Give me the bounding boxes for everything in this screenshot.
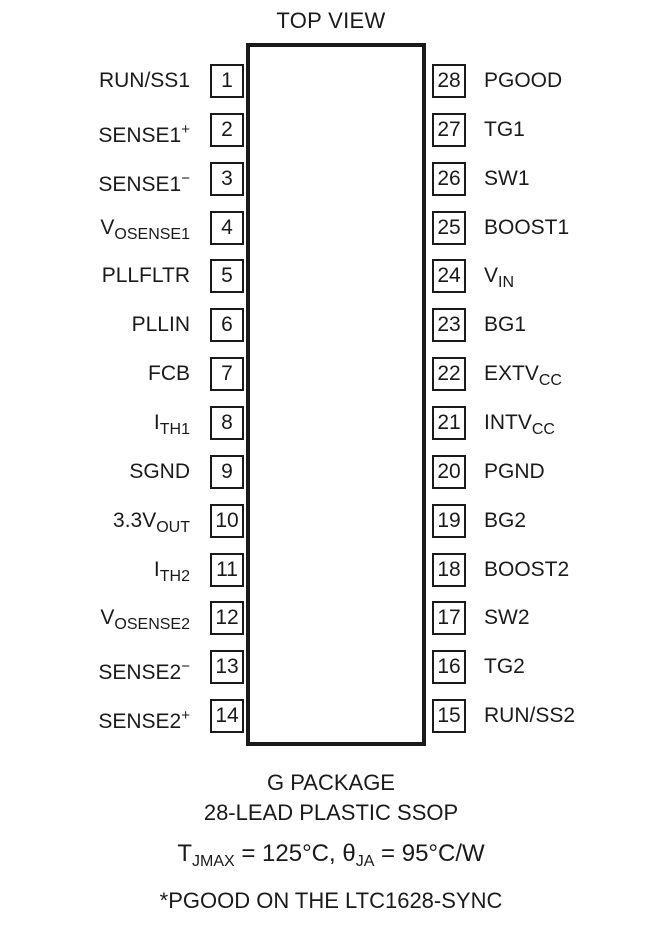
- pin-19-number: 19: [432, 504, 466, 538]
- pin-26-number: 26: [432, 162, 466, 196]
- pin-25-number: 25: [432, 211, 466, 245]
- pin-21-label: [484, 408, 555, 445]
- theta-subscript: JA: [355, 853, 375, 870]
- pin-5-label: [102, 261, 190, 291]
- theta-symbol: θ: [342, 840, 356, 867]
- pin-name: V: [484, 264, 499, 288]
- pin-19-label: [484, 506, 526, 536]
- pin-name: PLLIN: [131, 313, 190, 337]
- pin-name: BG1: [484, 313, 527, 337]
- pin-name-subscript: TH2: [159, 567, 190, 585]
- pin-11-number: 11: [210, 553, 244, 587]
- pin-name-subscript: TH1: [159, 420, 190, 438]
- pin-name: PLLFLTR: [101, 264, 190, 288]
- pin-name-subscript: IN: [498, 274, 515, 292]
- pin-name-subscript: CC: [538, 372, 562, 390]
- pin-18-number: 18: [432, 553, 466, 587]
- pin-16-number: 16: [432, 650, 466, 684]
- pin-name: I: [153, 557, 160, 581]
- theta-value: = 95°C/W: [374, 840, 485, 867]
- pin-name: TG1: [484, 117, 525, 141]
- pin-7-number: 7: [210, 357, 244, 391]
- pin-9-label: [129, 457, 190, 487]
- pin-17-number: 17: [432, 601, 466, 635]
- pin-name-superscript: −: [181, 169, 190, 187]
- pin-15-number: 15: [432, 699, 466, 733]
- pin-name: I: [153, 410, 160, 434]
- pin-25-label: [484, 213, 569, 243]
- pin-name: SENSE2: [98, 661, 182, 685]
- pin-27-number: 27: [432, 113, 466, 147]
- pin-20-number: 20: [432, 455, 466, 489]
- pin-21-number: 21: [432, 406, 466, 440]
- pin-10-label: [113, 506, 190, 543]
- pin-2-number: 2: [210, 113, 244, 147]
- pin-13-label: [98, 652, 190, 688]
- pin-15-label: [484, 701, 575, 731]
- pin-6-number: 6: [210, 308, 244, 342]
- pin-22-label: [484, 359, 562, 396]
- pin-7-label: [148, 359, 190, 389]
- pin-name: V: [100, 606, 115, 630]
- pin-name: SENSE2: [98, 710, 182, 734]
- pin-14-number: 14: [210, 699, 244, 733]
- pin-name-subscript: OUT: [156, 518, 190, 536]
- pin-22-number: 22: [432, 357, 466, 391]
- pin-5-number: 5: [210, 259, 244, 293]
- pin-16-label: [484, 652, 525, 682]
- pin-28-number: 28: [432, 64, 466, 98]
- pin-24-number: 24: [432, 259, 466, 293]
- pin-name: BOOST2: [484, 557, 570, 581]
- ic-package-body: [246, 43, 426, 746]
- pin-17-label: [484, 603, 530, 633]
- tjmax-symbol: T: [177, 840, 192, 867]
- pin-2-label: [98, 115, 190, 151]
- pin-name: PGND: [484, 459, 545, 483]
- footnote: *PGOOD ON THE LTC1628-SYNC: [159, 888, 503, 913]
- pin-name: TG2: [484, 655, 525, 679]
- pin-23-label: [484, 310, 526, 340]
- pin-name-subscript: OSENSE2: [114, 616, 190, 634]
- pin-name-superscript: −: [181, 658, 190, 676]
- pin-name: PGOOD: [484, 69, 563, 92]
- pin-18-label: [484, 555, 569, 585]
- pin-4-label: [100, 213, 190, 250]
- pin-name: SGND: [129, 459, 190, 483]
- pin-27-label: [484, 115, 525, 145]
- pin-name-superscript: +: [181, 707, 190, 725]
- pin-name: RUN/SS2: [484, 704, 576, 728]
- pin-name-subscript: CC: [531, 420, 555, 438]
- pin-14-label: [98, 701, 190, 737]
- package-name: G PACKAGE: [267, 770, 395, 795]
- pin-23-number: 23: [432, 308, 466, 342]
- pin-1-label: [99, 66, 190, 96]
- pin-1-number: 1: [210, 64, 244, 98]
- pin-9-number: 9: [210, 455, 244, 489]
- pin-10-number: 10: [210, 504, 244, 538]
- pin-4-number: 4: [210, 211, 244, 245]
- pin-24-label: [484, 261, 514, 298]
- pin-name: V: [100, 215, 115, 239]
- pin-name: BOOST1: [484, 215, 570, 239]
- tjmax-value: = 125°C,: [234, 840, 343, 867]
- tjmax-subscript: JMAX: [192, 853, 235, 870]
- pin-12-label: [100, 603, 190, 640]
- thermal-specs: [0, 840, 662, 871]
- pin-28-label: [484, 66, 562, 96]
- pin-name: SENSE1: [98, 123, 182, 147]
- pin-name: 3.3V: [113, 508, 157, 532]
- pin-20-label: [484, 457, 545, 487]
- pin-26-label: [484, 164, 530, 194]
- top-view-title: TOP VIEW: [276, 8, 386, 33]
- pin-name-subscript: OSENSE1: [114, 225, 190, 243]
- pin-name: FCB: [148, 362, 190, 386]
- pin-6-label: [132, 310, 190, 340]
- pin-name: INTV: [484, 410, 532, 434]
- pin-name: EXTV: [484, 362, 539, 386]
- pin-name: RUN/SS1: [98, 69, 190, 92]
- pin-name: SW1: [484, 166, 530, 190]
- pin-11-label: [154, 555, 190, 592]
- pin-3-number: 3: [210, 162, 244, 196]
- pin-3-label: [98, 164, 190, 200]
- pin-name: BG2: [484, 508, 527, 532]
- pin-13-number: 13: [210, 650, 244, 684]
- package-description: 28-LEAD PLASTIC SSOP: [203, 800, 459, 825]
- pin-8-label: [154, 408, 190, 445]
- pin-12-number: 12: [210, 601, 244, 635]
- pin-8-number: 8: [210, 406, 244, 440]
- pin-name-superscript: +: [181, 120, 190, 138]
- pin-name: SENSE1: [98, 172, 182, 196]
- pin-name: SW2: [484, 606, 530, 630]
